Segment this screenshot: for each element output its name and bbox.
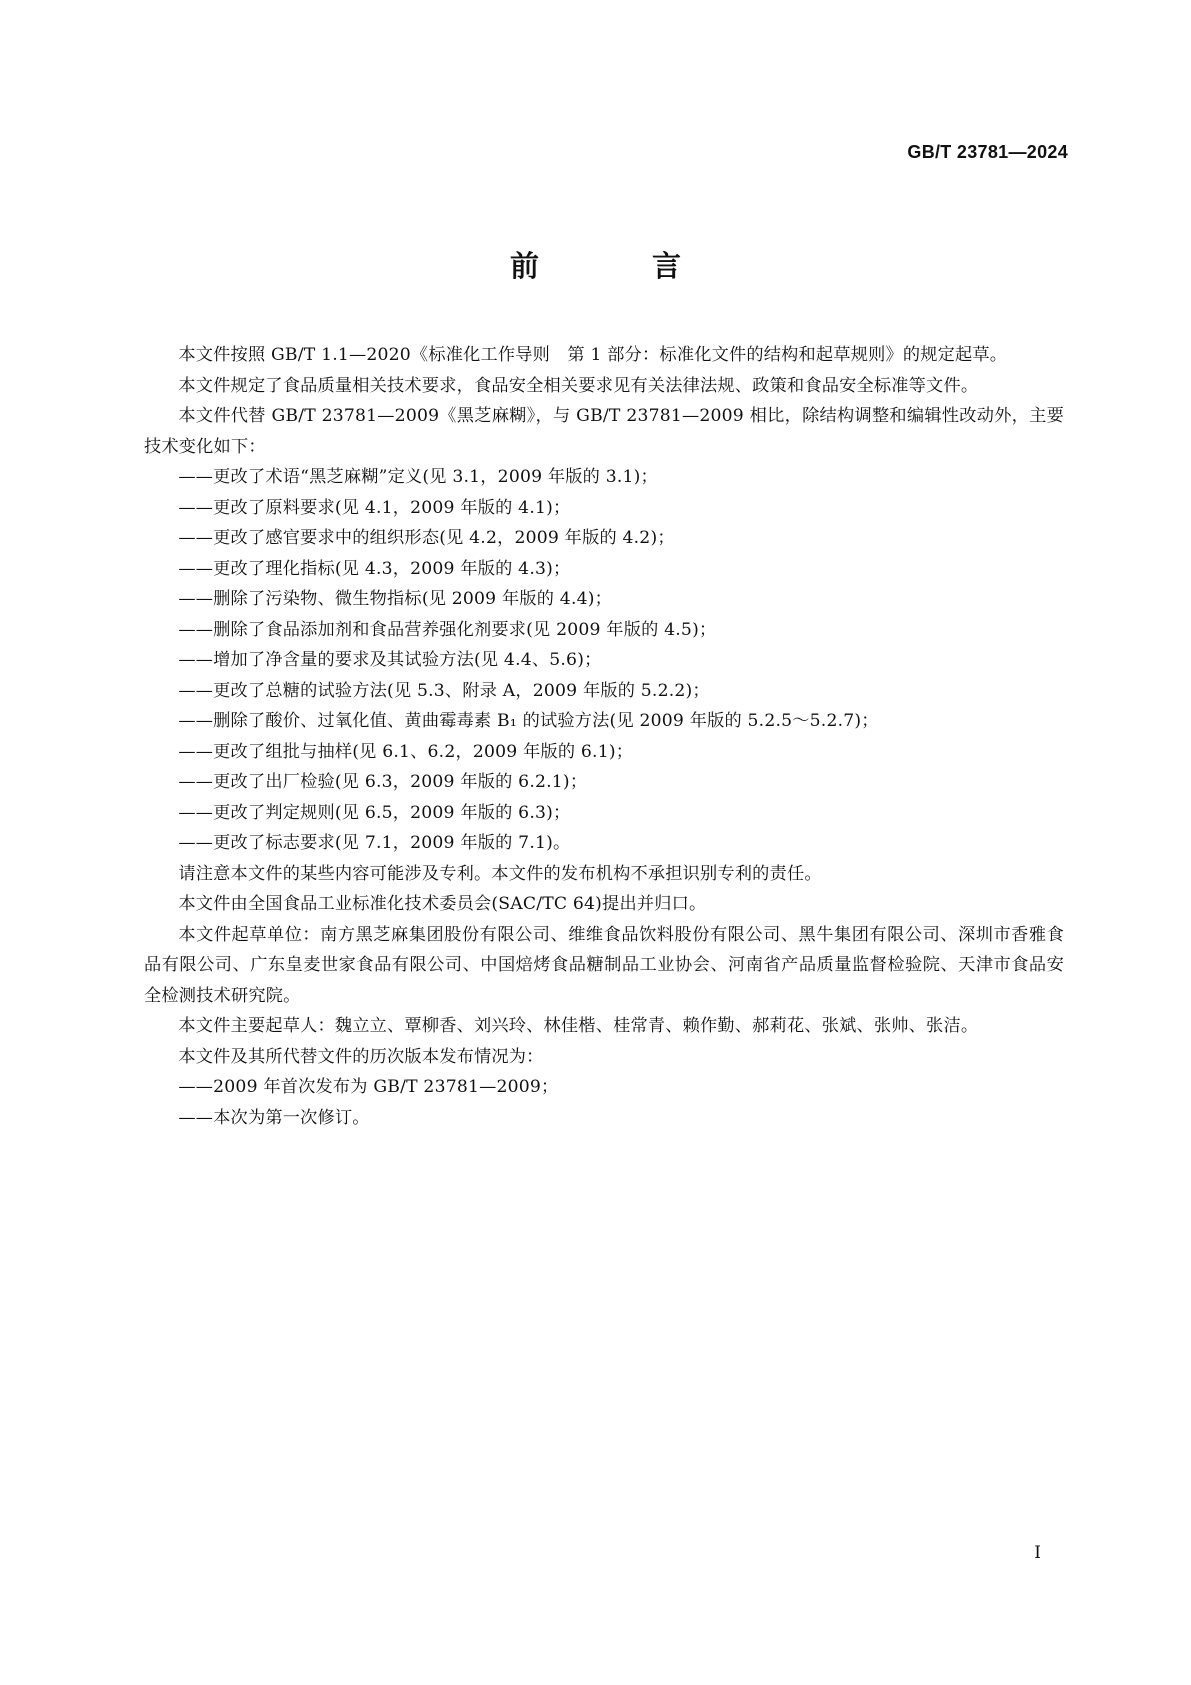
paragraph-drafting-units: 本文件起草单位：南方黑芝麻集团股份有限公司、维维食品饮料股份有限公司、黑牛集团有限公司、深圳市香雅食品有限公司、广东皇麦世家食品有限公司、中国焙烤食品糖制品工业协会、河南省产品质量监督检验院、天津市食品安全检测技术研究院。: [144, 924, 1064, 1006]
list-item: ——删除了污染物、微生物指标(见 2009 年版的 4.4)；: [178, 589, 613, 609]
paragraph-drafters: 本文件主要起草人：魏立立、覃柳香、刘兴玲、林佳楷、桂常青、赖作勤、郝莉花、张斌、张帅、张洁。: [178, 1016, 979, 1036]
paragraph-patent-note: 请注意本文件的某些内容可能涉及专利。本文件的发布机构不承担识别专利的责任。: [178, 863, 822, 884]
paragraph-scope-note: 本文件规定了食品质量相关技术要求，食品安全相关要求见有关法律法规、政策和食品安全标准等文件。: [178, 375, 979, 396]
changes-list: [144, 462, 1064, 859]
page-title: 前 言: [509, 249, 723, 283]
list-item: ——本次为第一次修订。: [178, 1107, 370, 1128]
list-item: ——2009 年首次发布为 GB/T 23781—2009；: [178, 1077, 559, 1097]
list-item: ——更改了术语“黑芝麻糊”定义(见 3.1，2009 年版的 3.1)；: [178, 467, 658, 487]
list-item: ——更改了总糖的试验方法(见 5.3、附录 A，2009 年版的 5.2.2)；: [178, 680, 710, 701]
paragraph-drafting-rules: 本文件按照 GB/T 1.1—2020《标准化工作导则 第 1 部分：标准化文件的结构和起草规则》的规定起草。: [178, 345, 1008, 365]
list-item: ——更改了判定规则(见 6.5，2009 年版的 6.3)；: [178, 802, 571, 823]
list-item: ——删除了食品添加剂和食品营养强化剂要求(见 2009 年版的 4.5)；: [178, 619, 717, 640]
history-list: [144, 1072, 1064, 1133]
foreword-body: [144, 340, 1064, 1133]
list-item: ——更改了出厂检验(见 6.3，2009 年版的 6.2.1)；: [178, 772, 588, 792]
list-item: ——更改了理化指标(见 4.3，2009 年版的 4.3)；: [178, 558, 571, 579]
paragraph-version-history: 本文件及其所代替文件的历次版本发布情况为：: [178, 1046, 544, 1067]
paragraph-proposer: 本文件由全国食品工业标准化技术委员会(SAC/TC 64)提出并归口。: [178, 894, 707, 914]
list-item: ——增加了净含量的要求及其试验方法(见 4.4、5.6)；: [178, 650, 602, 670]
paragraph-replacement: 本文件代替 GB/T 23781—2009《黑芝麻糊》，与 GB/T 23781—2009 相比，除结构调整和编辑性改动外，主要技术变化如下：: [144, 406, 1064, 457]
list-item: ——更改了感官要求中的组织形态(见 4.2，2009 年版的 4.2)；: [178, 528, 675, 548]
standard-code: GB/T 23781—2024: [907, 142, 1068, 162]
list-item: ——删除了酸价、过氧化值、黄曲霉毒素 B₁ 的试验方法(见 2009 年版的 5.2.5～5.2.7)；: [178, 711, 879, 731]
page-number: I: [1034, 1543, 1041, 1563]
list-item: ——更改了标志要求(见 7.1，2009 年版的 7.1)。: [178, 833, 571, 853]
list-item: ——更改了组批与抽样(见 6.1、6.2，2009 年版的 6.1)；: [178, 741, 634, 762]
list-item: ——更改了原料要求(见 4.1，2009 年版的 4.1)；: [178, 497, 571, 518]
